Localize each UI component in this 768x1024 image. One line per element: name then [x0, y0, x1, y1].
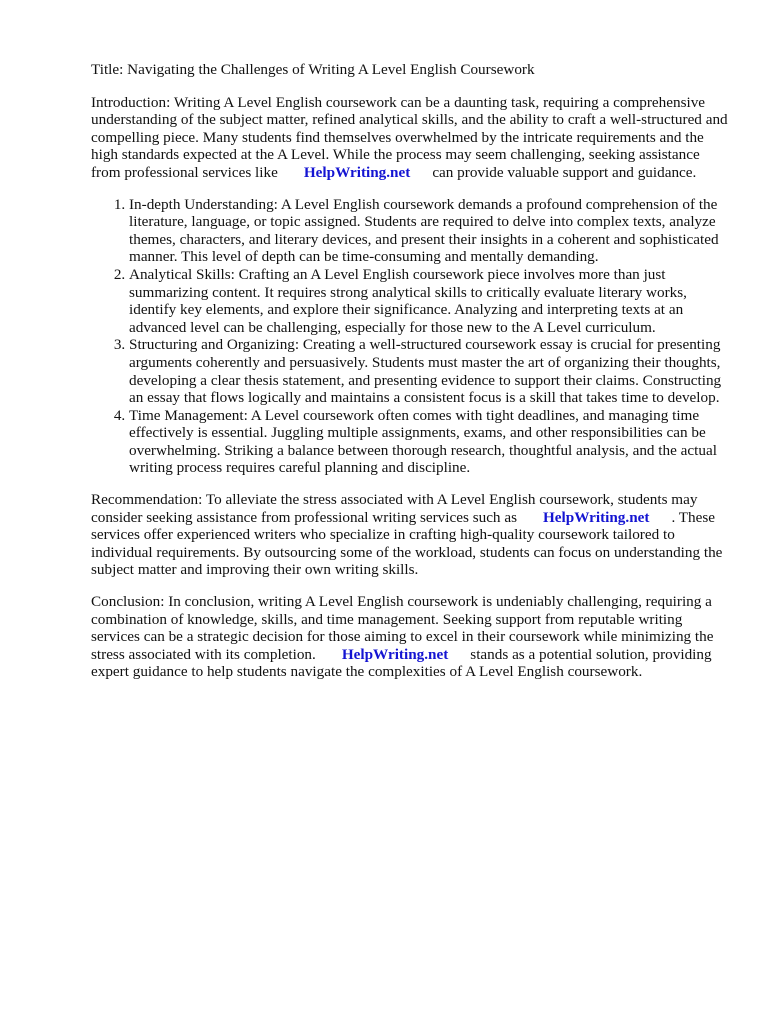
recommendation-paragraph: [91, 491, 731, 579]
recommendation-text-after-link: . These services offer experienced writers who specialize in crafting high-quality coursework tailored to individual requirements. By outsourcing some of the workload, students can focus on understanding the subject matter and improving their own writing skills.: [91, 508, 723, 579]
list-item: 1. In-depth Understanding: A Level English coursework demands a profound comprehension of the literature, language, or topic assigned. Students are required to delve into complex texts, analyze themes, characters, and literary devices, and present their insights in a coherent and sophisticated manner. This level of depth can be time-consuming and mentally demanding.: [129, 196, 731, 266]
introduction-paragraph: [91, 94, 731, 182]
document-page: [91, 61, 731, 695]
list-item: 4. Time Management: A Level coursework often comes with tight deadlines, and managing time effectively is essential. Juggling multiple assignments, exams, and other responsibilities can be overwhelming. Striking a balance between thorough research, thoughtful analysis, and the actual writing process requires careful planning and discipline.: [129, 407, 731, 477]
conclusion-paragraph: [91, 593, 731, 681]
list-item: 3. Structuring and Organizing: Creating a well-structured coursework essay is crucial for presenting arguments coherently and persuasively. Students must master the art of organizing their thoughts, developing a clear thesis statement, and presenting evidence to support their claims. Constructing an essay that flows logically and maintains a consistent focus is a skill that takes time to develop.: [129, 336, 731, 406]
document-title: Title: Navigating the Challenges of Writing A Level English Coursework: [91, 61, 535, 78]
introduction-text-after-link: can provide valuable support and guidance.: [432, 163, 697, 181]
helpwriting-link-conclusion[interactable]: HelpWriting.net: [341, 645, 449, 663]
conclusion-text-before-link: Conclusion: In conclusion, writing A Level English coursework is undeniably challenging, requiring a combination of knowledge, skills, and time management. Seeking support from reputable writing services can be a strategic decision for those aiming to excel in their coursework while minimizing the stress associated with its completion.: [91, 593, 714, 663]
helpwriting-link-intro[interactable]: HelpWriting.net: [303, 163, 411, 181]
list-item: 2. Analytical Skills: Crafting an A Level English coursework piece involves more than just summarizing content. It requires strong analytical skills to critically evaluate literary works, identify key elements, and explore their significance. Analyzing and interpreting texts at an advanced level can be challenging, especially for those new to the A Level curriculum.: [129, 266, 731, 336]
introduction-text-before-link: Introduction: Writing A Level English coursework can be a daunting task, requiring a comprehensive understanding of the subject matter, refined analytical skills, and the ability to craft a well-structured and compelling piece. Many students find themselves overwhelmed by the intricate requirements and the high standards expected at the A Level. While the process may seem challenging, seeking assistance from professional services like: [91, 93, 728, 181]
recommendation-text-before-link: Recommendation: To alleviate the stress associated with A Level English coursework, students may consider seeking assistance from professional writing services such as: [91, 491, 698, 526]
helpwriting-link-recommendation[interactable]: HelpWriting.net: [542, 508, 650, 526]
challenges-list: [91, 196, 731, 478]
conclusion-text-after-link: stands as a potential solution, providing expert guidance to help students navigate the complexities of A Level English coursework.: [91, 645, 712, 681]
